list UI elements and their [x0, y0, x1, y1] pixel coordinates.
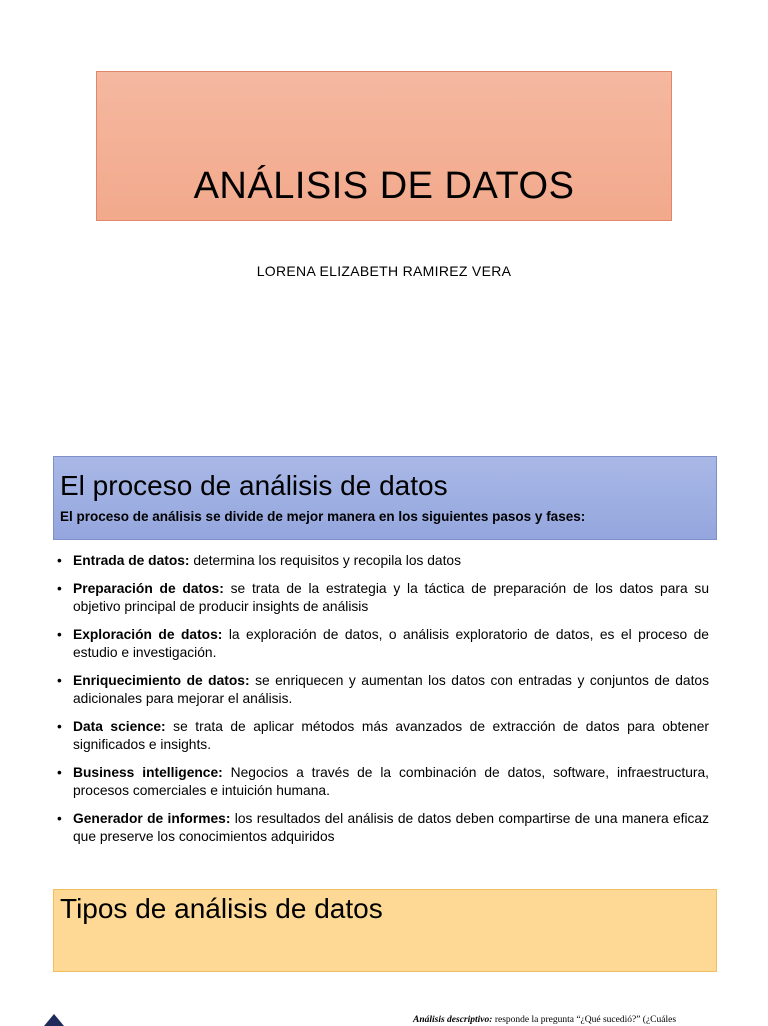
- list-item: [57, 764, 709, 800]
- step-term: Exploración de datos:: [73, 627, 223, 642]
- list-item: [57, 672, 709, 708]
- author-name: LORENA ELIZABETH RAMIREZ VERA: [256, 263, 512, 279]
- bullet-icon: •: [57, 581, 62, 596]
- bullet-icon: •: [57, 627, 62, 642]
- step-term: Entrada de datos:: [73, 553, 190, 568]
- step-description: se trata de la estrategia y la táctica de preparación de los datos para su objetivo principal de producir insights de análisis: [73, 581, 709, 614]
- list-item: [57, 552, 709, 570]
- step-description: determina los requisitos y recopila los datos: [189, 553, 462, 568]
- bullet-icon: •: [57, 811, 62, 826]
- logo-triangle-icon: [44, 1014, 64, 1026]
- process-heading: El proceso de análisis de datos: [60, 470, 448, 501]
- step-description: la exploración de datos, o análisis exploratorio de datos, es el proceso de estudio e investigación.: [73, 627, 709, 660]
- bullet-icon: •: [57, 673, 62, 688]
- step-description: se enriquecen y aumentan los datos con entradas y conjuntos de datos adicionales para mejorar el análisis.: [73, 673, 709, 706]
- step-description: Negocios a través de la combinación de datos, software, infraestructura, procesos comerciales e intuición humana.: [73, 765, 709, 798]
- page-title: ANÁLISIS DE DATOS: [193, 165, 575, 207]
- process-subheading: El proceso de análisis se divide de mejor manera en los siguientes pasos y fases:: [60, 509, 586, 524]
- step-term: Generador de informes:: [73, 811, 231, 826]
- snippet-term: Análisis descriptivo:: [413, 1015, 493, 1025]
- list-item: [57, 580, 709, 616]
- step-term: Business intelligence:: [73, 765, 223, 780]
- bullet-icon: •: [57, 553, 62, 568]
- process-steps-list: [57, 552, 709, 856]
- step-term: Enriquecimiento de datos:: [73, 673, 250, 688]
- snippet-text: responde la pregunta “¿Qué sucedió?” (¿Cuáles: [492, 1015, 677, 1025]
- step-description: los resultados del análisis de datos deben compartirse de una manera eficaz que preserve los conocimientos adquiridos: [73, 811, 710, 844]
- list-item: [57, 626, 709, 662]
- types-heading: Tipos de análisis de datos: [60, 893, 383, 924]
- bullet-icon: •: [57, 765, 62, 780]
- step-description: se trata de aplicar métodos más avanzados de extracción de datos para obtener significados e insights.: [73, 719, 709, 752]
- step-term: Preparación de datos:: [73, 581, 224, 596]
- list-item: [57, 718, 709, 754]
- step-term: Data science:: [73, 719, 166, 734]
- list-item: [57, 810, 709, 846]
- bullet-icon: •: [57, 719, 62, 734]
